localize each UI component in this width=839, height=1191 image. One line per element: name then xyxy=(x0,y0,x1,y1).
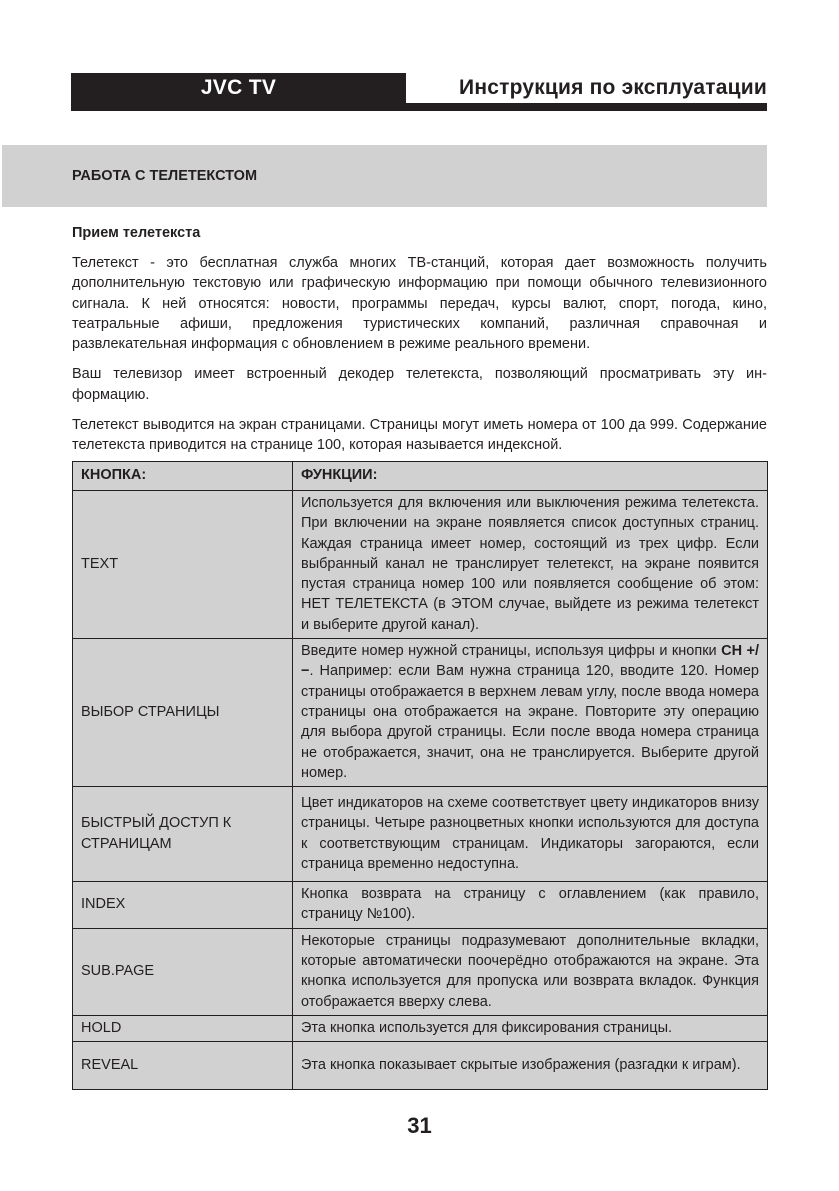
row-description: Используется для включения или выключения режима телетекста. При включении на экране появляется список доступных страниц. Каждая страница имеет номер, состоящий из трех цифр. Если выбранный канал не транслирует телетекст, на экране появится пустая страница номер 100 или появляется сообщение об этом: НЕТ ТЕЛЕТЕКСТА (в ЭТОМ случае, выйдете из режима телетекст и выберите другой канал). xyxy=(293,491,768,639)
paragraph: Телетекст выводится на экран страницами. Страницы могут иметь номера от 100 да 999. Содержание телетекста приводится на странице 100, которая называется индексной. xyxy=(72,417,767,454)
column-header-functions: ФУНКЦИИ: xyxy=(293,462,768,491)
content xyxy=(72,222,767,466)
paragraph: Телетекст - это бесплатная служба многих ТВ-станций, которая дает возможность получить дополнительную текстовую или графическую информацию при помощи обычного телевизионного сигнала. К ней относятся: новости, программы передач, курсы валют, спорт, погода, кино, театральные афиши, предложения туристических компаний, различная справочная и развлекательная информация с обновлением в режиме реального времени. xyxy=(72,255,767,353)
table-row xyxy=(73,928,768,1015)
table-row xyxy=(73,639,768,787)
row-description xyxy=(293,639,768,787)
page-number: 31 xyxy=(407,1113,432,1138)
row-description: Эта кнопка используется для фиксирования страницы. xyxy=(293,1015,768,1041)
table-row xyxy=(73,882,768,929)
header-title: Инструкция по эксплуатации xyxy=(459,76,767,99)
section-title: РАБОТА С ТЕЛЕТЕКСТОМ xyxy=(72,168,258,184)
row-key: SUB.PAGE xyxy=(73,928,293,1015)
row-description: Эта кнопка показывает скрытые изображения (разгадки к играм). xyxy=(293,1042,768,1090)
table-row xyxy=(73,1042,768,1090)
row-key: БЫСТРЫЙ ДОСТУП К СТРАНИЦАМ xyxy=(73,787,293,882)
row-key: ВЫБОР СТРАНИЦЫ xyxy=(73,639,293,787)
table-row xyxy=(73,491,768,639)
row-key: REVEAL xyxy=(73,1042,293,1090)
table-header-row xyxy=(73,462,768,491)
header-brand: JVC TV xyxy=(200,76,277,99)
subheading: Прием телетекста xyxy=(72,225,201,241)
table-row xyxy=(73,1015,768,1041)
table-row xyxy=(73,787,768,882)
paragraph: Ваш телевизор имеет встроенный декодер телетекста, позволяющий просматривать эту информацию. xyxy=(72,366,767,403)
row-key: INDEX xyxy=(73,882,293,929)
row-key: HOLD xyxy=(73,1015,293,1041)
row-description: Кнопка возврата на страницу с оглавлением (как правило, страницу №100). xyxy=(293,882,768,929)
desc-text: . Например: если Вам нужна страница 120, вводите 120. Номер страницы отображается в верхнем левам углу, после ввода номера страницы она отображается на экране. Повторите эту операцию для выбора другой страницы. Если после ввода номера страница не отображается, значит, она не транслируется. Выберите другой номер. xyxy=(301,663,759,781)
ch-plus-minus-keys: CH +/− xyxy=(301,643,759,680)
desc-text: Введите номер нужной страницы, используя цифры и кнопки xyxy=(301,643,722,660)
column-header-button: КНОПКА: xyxy=(73,462,293,491)
functions-table xyxy=(72,461,768,1090)
row-description: Некоторые страницы подразумевают дополнительные вкладки, которые автоматически поочерёдно отображаются на экране. Эта кнопка используется для пропуска или возврата вкладок. Функция отображается вверху слева. xyxy=(293,928,768,1015)
row-description: Цвет индикаторов на схеме соответствует цвету индикаторов внизу страницы. Четыре разноцветных кнопки используются для доступа к соответствующим страницам. Индикаторы загораются, если страница временно недоступна. xyxy=(293,787,768,882)
header-rule xyxy=(406,103,767,111)
row-key: TEXT xyxy=(73,491,293,639)
